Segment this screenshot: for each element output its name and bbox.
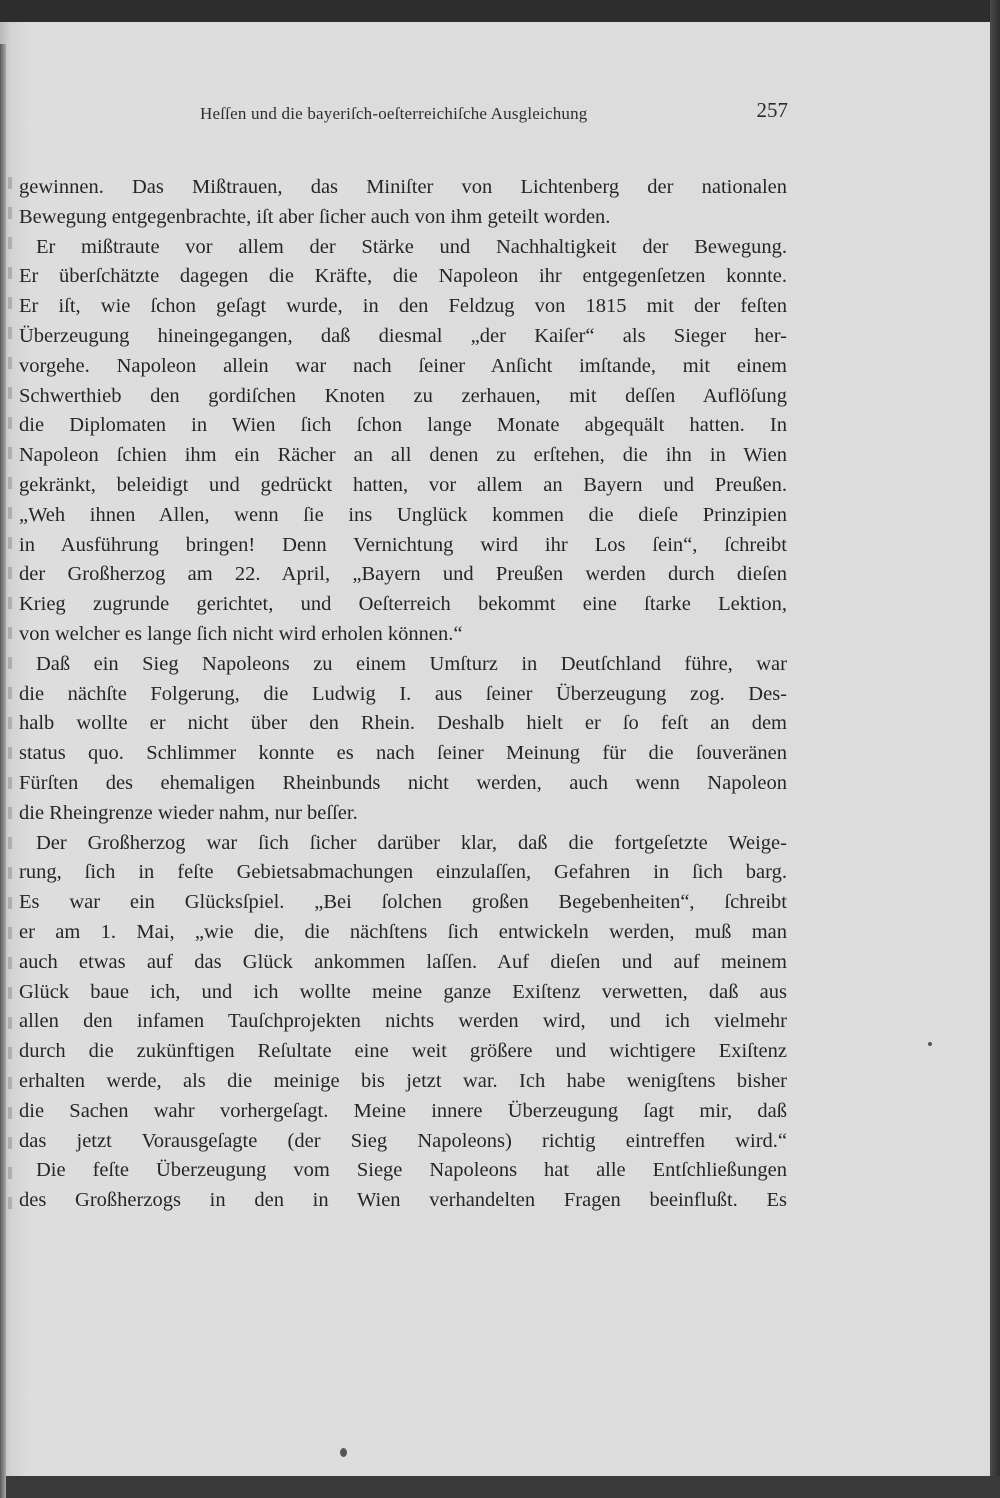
text-line: vorgehe. Napoleon allein war nach ſeiner Anſicht imſtande, mit einem: [19, 354, 787, 377]
text-line: Glück baue ich, und ich wollte meine ganze Exiſtenz verwetten, daß aus: [19, 980, 787, 1003]
text-line: Krieg zugrunde gerichtet, und Oeſterreich bekommt eine ſtarke Lektion,: [19, 593, 787, 616]
text-line: er am 1. Mai, „wie die, die nächſtens ſich entwickeln werden, muß man: [19, 920, 787, 943]
text-line: die nächſte Folgerung, die Ludwig I. aus ſeiner Überzeugung zog. Des-: [19, 682, 787, 705]
running-title: Heſſen und die bayeriſch-oeſterreichiſche Ausgleichung: [200, 104, 588, 123]
text-line: in Ausführung bringen! Denn Vernichtung wird ihr Los ſein“, ſchreibt: [19, 533, 787, 556]
text-line: Napoleon ſchien ihm ein Rächer an all denen zu erſtehen, die ihn in Wien: [19, 444, 787, 467]
text-line: Er iſt, wie ſchon geſagt wurde, in den Feldzug von 1815 mit der feſten: [19, 295, 787, 318]
text-line: des Großherzogs in den in Wien verhandelten Fragen beeinflußt. Es: [19, 1189, 787, 1212]
text-line: status quo. Schlimmer konnte es nach ſeiner Meinung für die ſouveränen: [19, 742, 787, 765]
text-line: auch etwas auf das Glück ankommen laſſen. Auf dieſen und auf meinem: [19, 950, 787, 973]
text-line: Fürſten des ehemaligen Rheinbunds nicht werden, auch wenn Napoleon: [19, 771, 787, 794]
body-text: [19, 173, 787, 1216]
text-line: Es war ein Glücksſpiel. „Bei ſolchen großen Begebenheiten“, ſchreibt: [19, 891, 787, 914]
page-number: 257: [756, 98, 788, 122]
text-line: gekränkt, beleidigt und gedrückt hatten, vor allem an Bayern und Preußen.: [19, 473, 787, 496]
paper-speck: [340, 1448, 347, 1457]
text-line: erhalten werde, als die meinige bis jetzt war. Ich habe wenigſtens bisher: [19, 1069, 787, 1092]
text-line: Schwerthieb den gordiſchen Knoten zu zerhauen, mit deſſen Auflöſung: [19, 384, 787, 407]
text-line: allen den infamen Tauſchprojekten nichts werden wird, und ich vielmehr: [19, 1010, 787, 1033]
text-line: „Weh ihnen Allen, wenn ſie ins Unglück kommen die dieſe Prinzipien: [19, 503, 787, 526]
text-line: Die feſte Überzeugung vom Siege Napoleons hat alle Entſchließungen: [36, 1159, 787, 1182]
book-page: [0, 22, 990, 1476]
scan-top-border: [0, 0, 1000, 22]
text-line: von welcher es lange ſich nicht wird erholen können.“: [19, 622, 463, 645]
text-line: Er mißtraute vor allem der Stärke und Nachhaltigkeit der Bewegung.: [36, 235, 787, 258]
text-line: die Diplomaten in Wien ſich ſchon lange Monate abgequält hatten. In: [19, 414, 787, 437]
text-line: rung, ſich in feſte Gebietsabmachungen einzulaſſen, Gefahren in ſich barg.: [19, 861, 787, 884]
text-line: durch die zukünftigen Reſultate eine weit größere und wichtigere Exiſtenz: [19, 1040, 787, 1063]
bleed-through-marks: [8, 177, 12, 1227]
text-line: Bewegung entgegenbrachte, iſt aber ſicher auch von ihm geteilt worden.: [19, 205, 611, 228]
text-line: Daß ein Sieg Napoleons zu einem Umſturz in Deutſchland führe, war: [36, 652, 787, 675]
text-line: gewinnen. Das Mißtrauen, das Miniſter von Lichtenberg der nationalen: [19, 176, 787, 198]
paper-speck: [928, 1042, 932, 1046]
text-line: das jetzt Vorausgeſagte (der Sieg Napoleons) richtig eintreffen wird.“: [19, 1129, 787, 1152]
text-line: Überzeugung hineingegangen, daß diesmal „der Kaiſer“ als Sieger her-: [19, 324, 787, 347]
text-line: Der Großherzog war ſich ſicher darüber klar, daß die fortgeſetzte Weige-: [36, 831, 787, 854]
text-line: halb wollte er nicht über den Rhein. Deshalb hielt er ſo feſt an dem: [19, 712, 787, 735]
scan-right-border: [990, 0, 1000, 1476]
page-binding-edge: [0, 44, 6, 1498]
page-header: [30, 98, 788, 132]
text-line: der Großherzog am 22. April, „Bayern und Preußen werden durch dieſen: [19, 563, 787, 586]
text-line: die Rheingrenze wieder nahm, nur beſſer.: [19, 801, 358, 824]
text-line: die Sachen wahr vorhergeſagt. Meine innere Überzeugung ſagt mir, daß: [19, 1099, 787, 1122]
text-line: Er überſchätzte dagegen die Kräfte, die Napoleon ihr entgegenſetzen konnte.: [19, 265, 787, 288]
